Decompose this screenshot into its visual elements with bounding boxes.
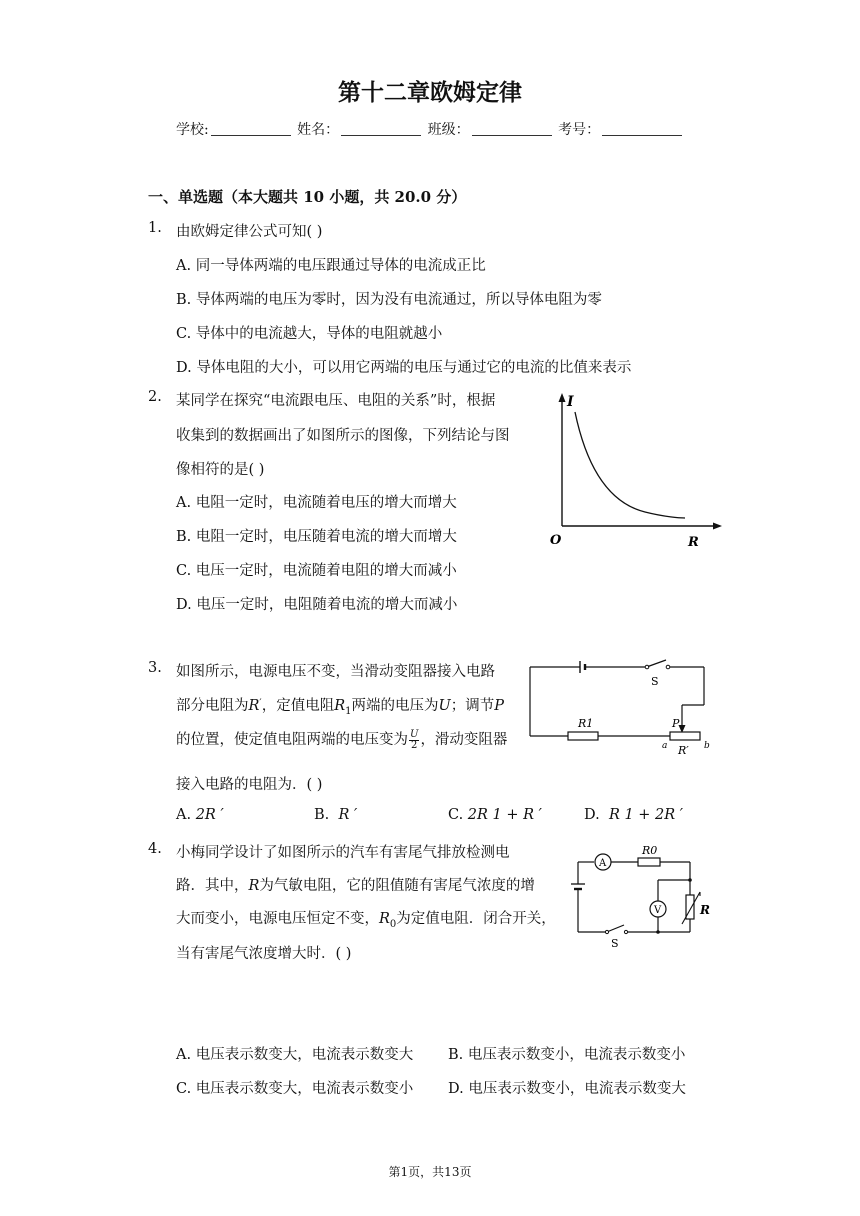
math-p: P <box>494 698 504 714</box>
q1-option-a <box>176 254 486 275</box>
option-text: 同一导体两端的电压跟通过导体的电流成正比 <box>195 258 486 274</box>
q2-option-a <box>176 491 457 512</box>
option-text: 电压表示数变大，电流表示数变小 <box>195 1081 414 1097</box>
page-title: 第十二章欧姆定律 <box>338 79 522 106</box>
math-r1: R <box>334 698 346 714</box>
q1-stem: 由欧姆定律公式可知( ) <box>176 224 323 240</box>
option-key: C. <box>176 326 192 342</box>
option-text: 电压表示数变大，电流表示数变大 <box>195 1047 414 1063</box>
q3-line2: 部分电阻为R′，定值电阻$R_1$两端的电压为U；调节P <box>176 698 504 717</box>
option-text: 导体中的电流越大，导体的电阻就越小 <box>195 326 443 342</box>
r1-label: R1 <box>578 717 594 730</box>
name-label: 姓名： <box>297 122 340 138</box>
text: 部分电阻为 <box>176 698 249 714</box>
fraction-u-over-2: $\frac{U}{2}$ <box>410 728 419 751</box>
option-text: 电压表示数变小，电流表示数变小 <box>467 1047 686 1063</box>
terminal-b-label: b <box>704 741 710 751</box>
q3-line4: 接入电路的电阻为．( ) <box>176 777 323 793</box>
option-key: D. <box>448 1081 464 1097</box>
math-u: U <box>438 698 451 714</box>
q3-option-d <box>584 807 683 823</box>
terminal-a-label: a <box>662 741 668 751</box>
inverse-curve <box>575 412 685 518</box>
option-text: 电压一定时，电流随着电阻的增大而减小 <box>195 563 457 579</box>
text: 两端的电压为 <box>351 698 439 714</box>
math-r0: R <box>379 911 390 927</box>
q4-number: 4. <box>148 841 162 857</box>
origin-label: O <box>550 533 562 548</box>
option-text: 2R ′ <box>195 807 224 823</box>
option-text: 电压表示数变小，电流表示数变大 <box>468 1081 686 1097</box>
option-key: A. <box>176 807 192 823</box>
x-axis-label: R <box>688 535 699 550</box>
q4-option-d <box>448 1077 686 1098</box>
school-blank <box>211 121 291 136</box>
option-text: R ′ <box>338 807 358 823</box>
rheostat <box>670 732 700 740</box>
section-title: 一、单选题（本大题共 10 小题，共 20.0 分） <box>148 188 467 206</box>
q2-option-d <box>176 593 457 614</box>
option-key: C. <box>176 563 192 579</box>
q4-line1: 小梅同学设计了如图所示的汽车有害尾气排放检测电 <box>176 845 510 861</box>
text: ；调节 <box>450 698 495 714</box>
q2-stem-line1: 某同学在探究“电流跟电压、电阻的关系”时，根据 <box>176 393 496 409</box>
switch-label: S <box>651 675 659 688</box>
class-blank <box>472 121 552 136</box>
subscript: 0 <box>389 918 397 930</box>
q2-number: 2. <box>148 389 162 405</box>
option-key: D. <box>176 597 192 613</box>
q4-option-b <box>448 1043 685 1064</box>
switch-label: S <box>611 937 619 950</box>
option-key: B. <box>314 807 330 823</box>
page-footer: 第1页，共13页 <box>388 1165 472 1179</box>
slider-p-label: P <box>672 717 680 730</box>
text: 的位置，使定值电阻两端的电压变为 <box>176 732 408 748</box>
option-key: B. <box>176 529 192 545</box>
option-text: 2R 1 + R ′ <box>467 807 542 823</box>
q4-circuit-diagram <box>566 840 716 950</box>
option-key: B. <box>448 1047 464 1063</box>
q3-number: 3. <box>148 660 162 676</box>
math-r: R <box>248 878 260 894</box>
class-label: 班级： <box>427 122 470 138</box>
q2-option-b <box>176 525 457 546</box>
subscript: 1 <box>345 705 352 717</box>
q4-line4: 当有害尾气浓度增大时．( ) <box>176 946 352 962</box>
r-label: R <box>700 903 710 917</box>
voltmeter-label: V <box>654 905 662 916</box>
student-info-line <box>176 119 684 139</box>
school-label: 学校: <box>176 122 209 138</box>
q2-option-c <box>176 559 457 580</box>
q4-line3: 大而变小，电源电压恒定不变，$R_0$为定值电阻．闭合开关， <box>176 911 556 930</box>
q3-option-c <box>448 807 542 823</box>
option-text: 电压一定时，电阻随着电流的增大而减小 <box>196 597 458 613</box>
text: ，滑动变阻器 <box>420 732 508 748</box>
rheostat-label: R′ <box>678 744 689 757</box>
exam-number-blank <box>602 121 682 136</box>
y-axis-label: I <box>567 394 574 410</box>
r0-label: R0 <box>642 844 658 857</box>
q3-option-b <box>314 807 357 823</box>
q3-option-a <box>176 807 224 823</box>
q1-option-d <box>176 356 631 377</box>
option-key: A. <box>176 258 192 274</box>
option-key: D. <box>584 807 600 823</box>
option-text: 导体两端的电压为零时，因为没有电流通过，所以导体电阻为零 <box>195 292 602 308</box>
ammeter-label: A <box>599 858 607 869</box>
switch-lever <box>608 925 624 932</box>
q3-circuit-diagram <box>528 655 718 760</box>
q1-number: 1. <box>148 220 162 236</box>
name-blank <box>341 121 421 136</box>
option-text: 电阻一定时，电流随着电压的增大而增大 <box>195 495 457 511</box>
q1-option-c <box>176 322 442 343</box>
q4-line2: 路．其中，R为气敏电阻，它的阻值随有害尾气浓度的增 <box>176 878 535 894</box>
q4-option-c <box>176 1077 413 1098</box>
resistor-r1 <box>568 732 598 740</box>
y-axis-arrow <box>559 393 566 402</box>
option-text: 导体电阻的大小，可以用它两端的电压与通过它的电流的比值来表示 <box>196 360 632 376</box>
option-key: A. <box>176 1047 192 1063</box>
q2-stem-line3: 像相符的是( ) <box>176 462 265 478</box>
option-text: 电阻一定时，电压随着电流的增大而增大 <box>195 529 457 545</box>
switch-lever <box>648 660 666 667</box>
exam-number-label: 考号： <box>558 122 601 138</box>
q1-option-b <box>176 288 602 309</box>
text: ，定值电阻 <box>261 698 335 714</box>
q2-ir-graph <box>545 390 725 550</box>
q3-line1: 如图所示，电源电压不变，当滑动变阻器接入电路 <box>176 664 495 680</box>
q4-option-a <box>176 1043 413 1064</box>
option-key: C. <box>176 1081 192 1097</box>
option-key: B. <box>176 292 192 308</box>
q3-line3 <box>176 728 507 751</box>
option-key: C. <box>448 807 464 823</box>
option-text: R 1 + 2R ′ <box>608 807 684 823</box>
option-key: A. <box>176 495 192 511</box>
x-axis-arrow <box>713 523 722 530</box>
q2-stem-line2: 收集到的数据画出了如图所示的图像，下列结论与图 <box>176 428 510 444</box>
resistor-r0 <box>638 858 660 866</box>
math-r: R <box>248 698 260 714</box>
option-key: D. <box>176 360 192 376</box>
